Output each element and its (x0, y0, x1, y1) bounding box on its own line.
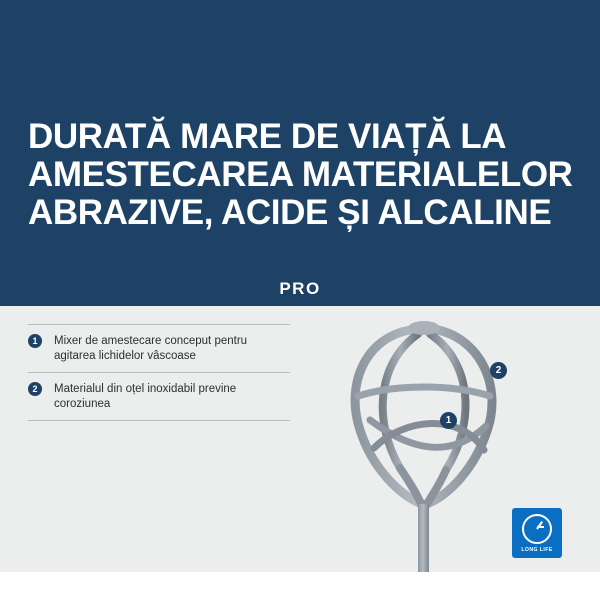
long-life-badge (512, 508, 562, 558)
mixer-inner-loop-left (383, 334, 418, 468)
title-line-2: AMESTECAREA MATERIALELOR (28, 155, 573, 194)
feature-text-1: Mixer de amestecare conceput pentru agitarea lichidelor vâscoase (54, 335, 248, 362)
bottom-margin (0, 572, 600, 600)
list-item (28, 372, 290, 421)
long-life-label: LONG LIFE (521, 546, 553, 553)
pro-label: PRO (279, 279, 321, 298)
callout-2: 2 (490, 362, 507, 379)
feature-number-1: 1 (28, 334, 42, 348)
mixer-brace (358, 387, 490, 396)
mixer-top-hub (408, 321, 440, 335)
hero-panel (0, 0, 600, 272)
list-item (28, 324, 290, 372)
title-line-3: ABRAZIVE, ACIDE ȘI ALCALINE (28, 193, 552, 232)
feature-list (28, 324, 290, 421)
callout-1: 1 (440, 412, 457, 429)
mixer-shaft (418, 504, 429, 580)
long-life-icon (522, 514, 552, 544)
feature-number-2: 2 (28, 382, 42, 396)
feature-text-2: Materialul din oțel inoxidabil previne coroziunea (54, 383, 237, 410)
page-title (28, 118, 576, 232)
mixer-outer-cage (355, 329, 492, 505)
title-line-1: DURATĂ MARE DE VIAȚĂ LA (28, 117, 507, 156)
